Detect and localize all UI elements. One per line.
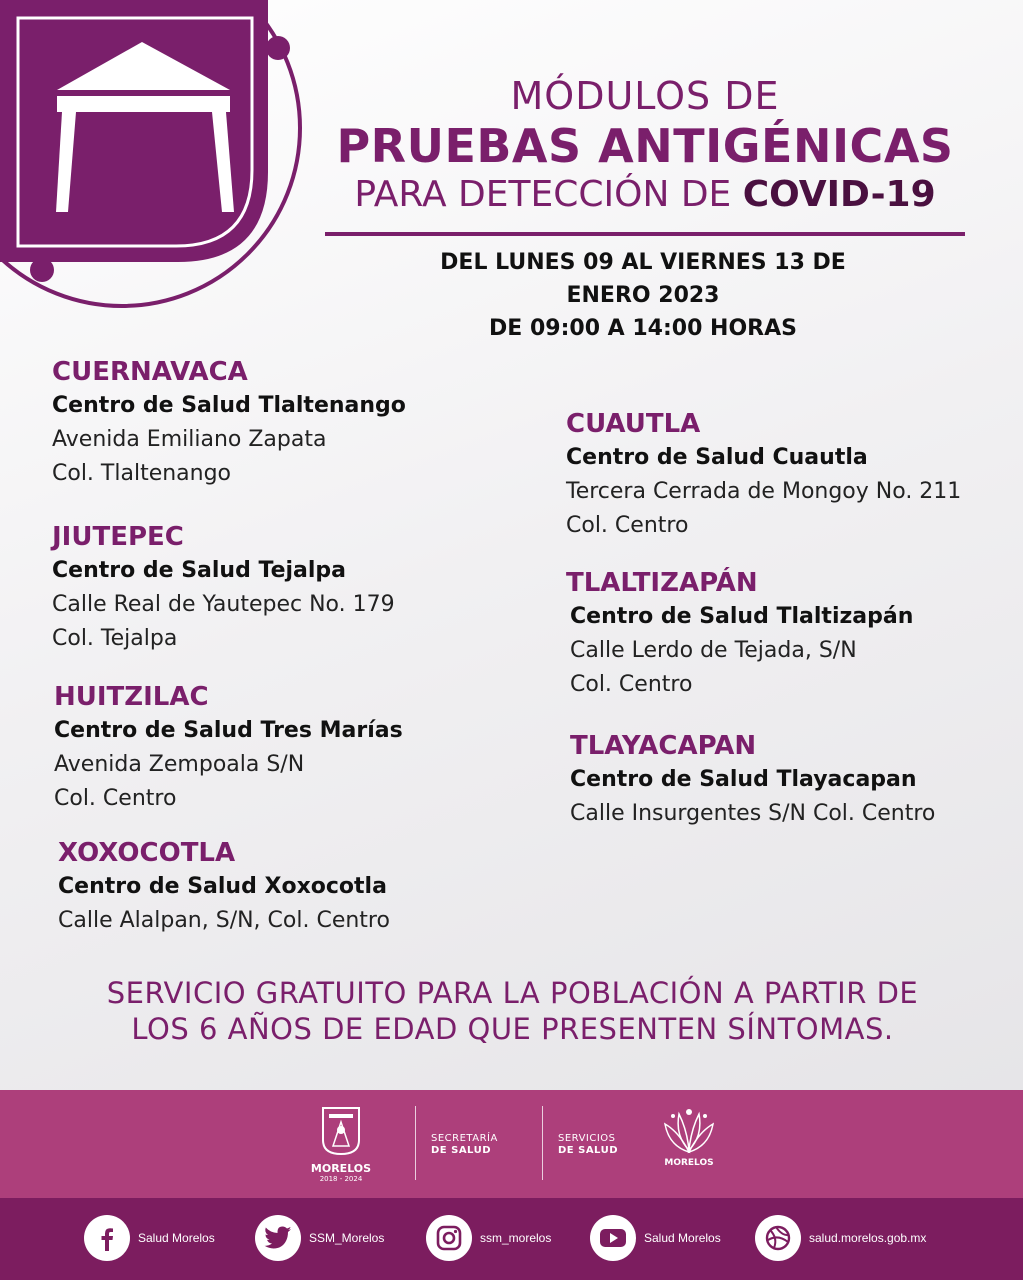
- schedule: [430, 246, 856, 345]
- location-colony: Col. Tejalpa: [52, 626, 178, 651]
- social-label: SSM_Morelos: [309, 1231, 385, 1245]
- location-jiutepec: [52, 520, 395, 656]
- location-city: JIUTEPEC: [52, 522, 184, 552]
- location-address: Calle Insurgentes S/N Col. Centro: [570, 801, 936, 826]
- title-line-3-prefix: PARA DETECCIÓN DE: [354, 174, 743, 215]
- morelos-seal: [308, 1106, 374, 1184]
- location-city: CUERNAVACA: [52, 357, 248, 387]
- instagram-icon: [426, 1215, 472, 1261]
- social-youtube[interactable]: [590, 1214, 721, 1262]
- schedule-month: ENERO 2023: [566, 283, 720, 308]
- social-website[interactable]: [755, 1214, 926, 1262]
- social-label: ssm_morelos: [480, 1231, 552, 1245]
- title-line-1: MÓDULOS DE: [510, 74, 780, 118]
- web-icon: [755, 1215, 801, 1261]
- service-notice: [40, 975, 985, 1047]
- location-huitzilac: [54, 680, 403, 816]
- title-line-3-bold: COVID-19: [742, 174, 936, 215]
- logo-divider: [542, 1106, 543, 1180]
- location-city: TLAYACAPAN: [570, 731, 757, 761]
- institutional-band: [0, 1090, 1023, 1198]
- location-tlayacapan: [570, 729, 935, 831]
- location-center: Centro de Salud Tlayacapan: [570, 767, 917, 792]
- location-address: Avenida Emiliano Zapata: [52, 427, 327, 452]
- servicios-de-salud-logo: [558, 1133, 618, 1157]
- location-address: Calle Real de Yautepec No. 179: [52, 592, 395, 617]
- service-notice-line-2: LOS 6 AÑOS DE EDAD QUE PRESENTEN SÍNTOMAS.: [131, 1012, 894, 1046]
- location-center: Centro de Salud Tlaltenango: [52, 393, 406, 418]
- social-label: salud.morelos.gob.mx: [809, 1231, 927, 1245]
- location-city: TLALTIZAPÁN: [566, 568, 758, 598]
- tent-logo: [0, 0, 320, 320]
- location-cuernavaca: [52, 355, 406, 491]
- social-facebook[interactable]: [84, 1214, 215, 1262]
- location-colony: Col. Centro: [570, 672, 693, 697]
- location-center: Centro de Salud Cuautla: [566, 445, 868, 470]
- morelos-period: 2018 - 2024: [319, 1175, 363, 1183]
- location-center: Centro de Salud Tlaltizapán: [570, 604, 914, 629]
- social-label: Salud Morelos: [644, 1231, 721, 1245]
- morelos-brand-logo: [654, 1106, 724, 1169]
- location-center: Centro de Salud Tejalpa: [52, 558, 347, 583]
- morelos-name: MORELOS: [310, 1162, 372, 1175]
- location-address: Avenida Zempoala S/N: [54, 752, 305, 777]
- schedule-hours: DE 09:00 A 14:00 HORAS: [489, 316, 797, 341]
- location-address: Calle Alalpan, S/N, Col. Centro: [58, 908, 390, 933]
- location-address: Calle Lerdo de Tejada, S/N: [570, 638, 857, 663]
- location-address: Tercera Cerrada de Mongoy No. 211: [566, 479, 962, 504]
- servicios-line-1: SERVICIOS: [558, 1133, 616, 1144]
- location-center: Centro de Salud Tres Marías: [54, 718, 403, 743]
- social-instagram[interactable]: [426, 1214, 551, 1262]
- title-block: [320, 72, 970, 218]
- location-city: CUAUTLA: [566, 409, 701, 439]
- brand-name: MORELOS: [664, 1158, 714, 1168]
- state-seal-icon: [321, 1106, 361, 1156]
- location-city: XOXOCOTLA: [58, 838, 236, 868]
- title-divider: [325, 232, 965, 236]
- location-colony: Col. Centro: [566, 513, 689, 538]
- title-line-2: PRUEBAS ANTIGÉNICAS: [336, 119, 954, 173]
- location-xoxocotla: [58, 836, 390, 938]
- logo-divider: [415, 1106, 416, 1180]
- facebook-icon: [84, 1215, 130, 1261]
- twitter-icon: [255, 1215, 301, 1261]
- secretaria-de-salud-logo: [431, 1133, 498, 1157]
- social-twitter[interactable]: [255, 1214, 384, 1262]
- location-cuautla: [566, 407, 961, 543]
- youtube-icon: [590, 1215, 636, 1261]
- location-city: HUITZILAC: [54, 682, 209, 712]
- location-colony: Col. Tlaltenango: [52, 461, 232, 486]
- secretaria-line-2: DE SALUD: [431, 1145, 491, 1156]
- schedule-dates: DEL LUNES 09 AL VIERNES 13 DE: [440, 250, 846, 275]
- location-tlaltizapan: [566, 566, 913, 702]
- secretaria-line-1: SECRETARÍA: [431, 1133, 498, 1144]
- title-line-3: [320, 172, 970, 218]
- location-center: Centro de Salud Xoxocotla: [58, 874, 387, 899]
- flower-logo-icon: [659, 1106, 719, 1154]
- servicios-line-2: DE SALUD: [558, 1145, 618, 1156]
- social-label: Salud Morelos: [138, 1231, 215, 1245]
- service-notice-line-1: SERVICIO GRATUITO PARA LA POBLACIÓN A PARTIR DE: [106, 976, 919, 1010]
- location-colony: Col. Centro: [54, 786, 177, 811]
